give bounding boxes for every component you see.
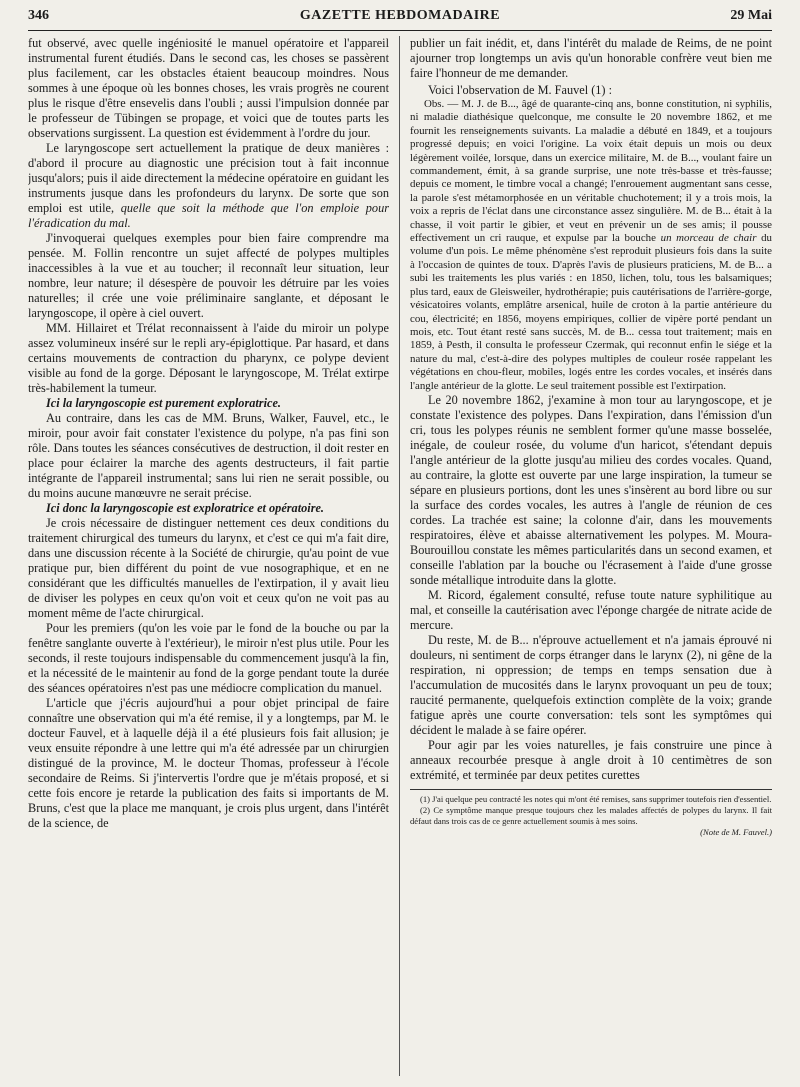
- paragraph: Au contraire, dans les cas de MM. Bruns, Walker, Fauvel, etc., le miroir, pour avoir fait constater l'existence du polype, n'a pas fini son rôle. Dans toutes les séances consécutives de destruction, il doit rester en place pour éclairer la marche des agents destructeurs, il fait partie intégrante de l'appareil instrumental; sans lui rien ne serait possible, ou du moins aucune manœuvre ne serait précise.: [28, 411, 389, 500]
- paragraph: Du reste, M. de B... n'éprouve actuellement et n'a jamais éprouvé ni douleurs, ni sentiment de corps étranger dans le larynx (2), ni gêne de la respiration, ni oppression; de temps en temps sensation due à l'accumulation de mucosités dans le larynx provoquant un peu de toux; raucité permanente, quelquefois extinction complète de la voix; grande fatigue après une courte conversation: tels sont les symptômes qui décident le malade à se faire opérer.: [410, 632, 772, 737]
- header-rule: [28, 30, 772, 31]
- paragraph: Le laryngoscope sert actuellement la pratique de deux manières : d'abord il procure au diagnostic une précision tout à fait inconnue jusqu'alors; puis il aide directement la médecine opératoire en guidant les instruments jusque dans les profondeurs du larynx. De sorte que son emploi est utile, quelle que soit la méthode que l'on emploie pour l'éradication du mal.: [28, 141, 389, 230]
- paragraph: MM. Hillairet et Trélat reconnaissent à l'aide du miroir un polype assez volumineux inséré sur le repli ary-épiglottique. Par hasard, et dans certains mouvements de contraction du pharynx, ce polype devient visible au fond de la gorge. Déposant le laryngoscope, M. Trélat extirpe très-habilement la tumeur.: [28, 321, 389, 395]
- footnote-signature: (Note de M. Fauvel.): [700, 826, 772, 837]
- footnote-rule: [410, 789, 772, 790]
- paragraph: Le 20 novembre 1862, j'examine à mon tour au laryngoscope, et je constate l'existence des polypes. Dans l'expiration, dans l'émission d'un cri, tous les polypes réunis ne semblent former qu'une masse bosselée, inégale, de couleur rosée, du volume d'un haricot, s'étendant depuis l'angle antérieur de la glotte jusqu'au milieu des cordes vocales. Quand, au contraire, la glotte est ouverte par une large inspiration, la tumeur se sépare en plusieurs portions, dont les unes s'insèrent au bord libre ou sur la surface des cordes vocales, les autres à l'angle de réunion de ces cordes. La trachée est saine; la colonne d'air, dans les mouvements respiratoires, élève et abaisse alternativement les polypes. M. Moura-Bourouillou constate les mêmes particularités dans un second examen, et conseille l'ablation par la bouche ou l'écrasement à l'aide d'une grosse sonde métallique introduite dans la glotte.: [410, 392, 772, 587]
- paragraph: publier un fait inédit, et, dans l'intérêt du malade de Reims, de ne point ajourner trop longtemps un avis qu'un honorable confrère veut bien me faire l'honneur de me demander.: [410, 36, 772, 80]
- footnote: (1) J'ai quelque peu contracté les notes qui m'ont été remises, sans supprimer toutefois rien d'essentiel.: [420, 793, 772, 804]
- journal-title: GAZETTE HEBDOMADAIRE: [299, 8, 501, 23]
- paragraph: Voici l'observation de M. Fauvel (1) :: [428, 83, 613, 97]
- footnote: (2) Ce symptôme manque presque toujours chez les malades affectés de polypes du larynx. Il fait défaut dans trois cas de ce genre actuellement soumis à mes soins.: [410, 804, 772, 826]
- paragraph: Pour les premiers (qu'on les voie par le fond de la bouche ou par la fenêtre sanglante ouverte à l'extérieur), le miroir n'est plus utile. Pour les seconds, il reste toujours indispensable du commencement jusqu'à la fin, et la nécessité de le maintenir au fond de la gorge pendant toute la durée des séances opératoires n'est pas une médiocre complication du manuel.: [28, 621, 389, 695]
- paragraph: Je crois nécessaire de distinguer nettement ces deux conditions du traitement chirurgical des tumeurs du larynx, et c'est ce qui m'a fait dire, dans une discussion récente à la Société de chirurgie, qu'au point de vue pratique pur, bien différent du point de vue nosographique, et en ne considérant que les difficultés manuelles de l'extirpation, il y avait lieu de diviser les polypes en ceux qu'on voit et ceux qu'on ne voit pas au moment même de l'acte chirurgical.: [28, 516, 389, 620]
- column-divider: [399, 36, 400, 1076]
- page-header: [28, 4, 772, 28]
- paragraph: Pour agir par les voies naturelles, je fais construire une pince à anneaux recourbée presque à angle droit à 10 centimètres de son extrémité, et terminée par deux petites curettes: [410, 737, 772, 782]
- emphasis-line: Ici donc la laryngoscopie est exploratrice et opératoire.: [46, 501, 325, 515]
- observation-block: [410, 98, 772, 393]
- paragraph: M. Ricord, également consulté, refuse toute nature syphilitique au mal, et conseille la cautérisation avec l'éponge chargée de nitrate acide de mercure.: [410, 587, 772, 632]
- issue-date: 29 Mai: [730, 8, 772, 23]
- paragraph: fut observé, avec quelle ingéniosité le manuel opératoire et l'appareil instrumental furent étudiés. Dans le second cas, les choses se passèrent plus facilement, car les obstacles étaient beaucoup moindres. Nous sommes à une époque où les bonnes choses, les vrais progrès ne courent plus le risque d'être ensevelis dans l'oubli ; aussi l'impulsion donnée par le professeur de Tübingen se propage, et voici que de toutes parts les observations surgissent. La question est évidemment à l'ordre du jour.: [28, 36, 389, 140]
- emphasis-line: Ici la laryngoscopie est purement exploratrice.: [46, 396, 281, 410]
- page-number: 346: [28, 8, 49, 23]
- paragraph: J'invoquerai quelques exemples pour bien faire comprendre ma pensée. M. Follin rencontre un sujet affecté de polypes multiples inaccessibles à la vue et au toucher; il reconnaît leur situation, leur nombre, leur nature; il désespère de pouvoir les détruire par les voies naturelles; il crée une voie préliminaire sanglante, et déposant le laryngoscope, il opère à ciel ouvert.: [28, 231, 389, 320]
- right-column: [410, 36, 772, 1081]
- observation-text: Obs. — M. J. de B..., âgé de quarante-cinq ans, bonne constitution, ni syphilis, ni maladie diathésique quelconque, me consulte le 20 novembre 1862, et me fournit les renseignements suivants. La maladie a débuté en 1849, et a toujours progressé depuis; en voici l'origine. La voix était depuis un mois ou deux légèrement voilée, lorsque, dans un exercice militaire, M. de B..., voulant faire un commandement, émit, à sa grande surprise, une note très-basse et très-fausse; depuis ce moment, le timbre vocal a changé; l'enrouement augmentant sans cesse, la parole s'est métamorphosée en un véritable chuchotement; il y a trois mois, la voix a repris de l'éclat dans une circonstance assez singulière. M. de B... était à la chasse, il voit partir le gibier, et veut en prévenir un de ses amis; il pousse effectivement un cri rauque, et expulse par la bouche un morceau de chair du volume d'un pois. Le même phénomène s'est reproduit plusieurs fois dans la suite à l'occasion de quintes de toux. D'après l'avis de plusieurs praticiens, M. de B... a subi les traitements les plus variés : en 1850, lichen, tolu, tous les balsamiques; plus tard, eaux de Gleisweiler, hydrothérapie; puis cautérisations de l'arrière-gorge, vésicatoires volants, emplâtre arsenical, huile de croton à la partie antérieure du cou, électricité; en 1856, moyens empiriques, collier de vipère porté pendant un mois, etc. Tout étant resté sans succès, M. de B... cessa tout traitement; mais en 1859, à Pesth, il consulta le professeur Czermak, qui reconnut enfin le siége et la nature du mal, c'est-à-dire des polypes multiples de couleur rosée rappelant les végétations en chou-fleur, mobiles, logés entre les cordes vocales, et insérés dans l'angle antérieur de la glotte. Le seul traitement possible est l'extirpation.: [410, 98, 772, 392]
- paragraph: L'article que j'écris aujourd'hui a pour objet principal de faire connaître une observation qui m'a été remise, il y a longtemps, par M. le docteur Fauvel, et à laquelle déjà il a été plusieurs fois fait allusion; je veux ensuite répondre à une lettre qui m'a été adressée par un chirurgien distingué de la province, M. le docteur Thomas, professeur à l'école secondaire de Reims. Si j'intervertis l'ordre que je m'étais proposé, et si cette fois encore je retarde la publication des faits si importants de M. Bruns, c'est que la place me manquant, je crois plus urgent, dans l'intérêt de la science, de: [28, 696, 389, 830]
- left-column: [28, 36, 389, 1081]
- footnotes: [410, 794, 772, 838]
